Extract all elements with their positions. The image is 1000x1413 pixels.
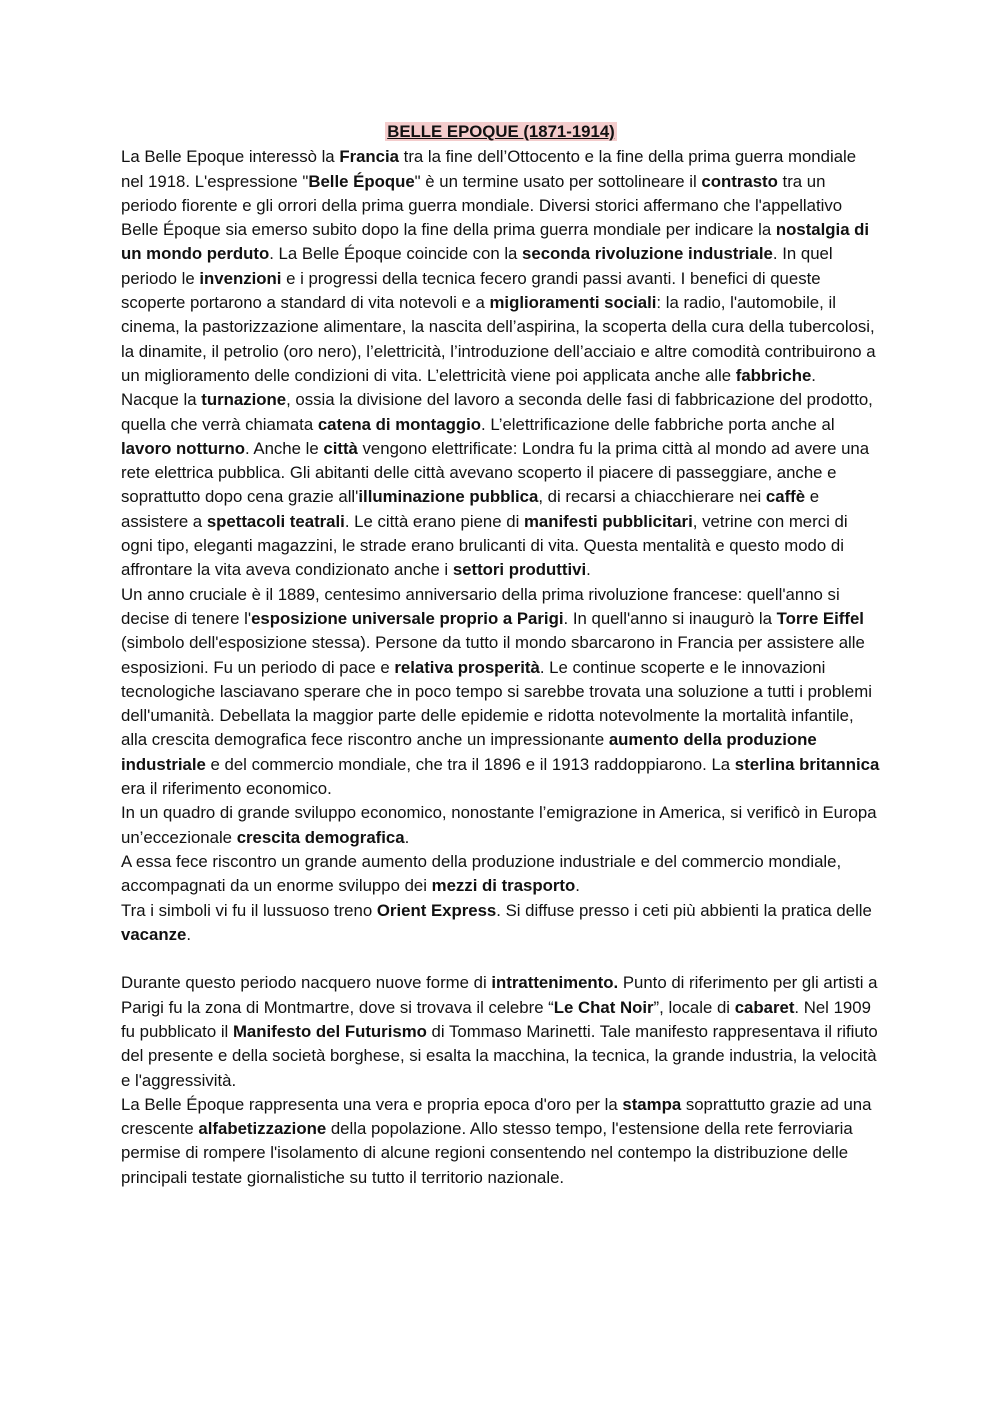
paragraph bbox=[121, 145, 881, 388]
text-run: e i progressi della tecnica fecero grandi passi avanti. I benefici di queste scoperte portarono a standard di vita notevoli e a bbox=[121, 268, 821, 313]
bold-text: Belle Époque bbox=[308, 171, 415, 191]
bold-text: lavoro notturno bbox=[121, 438, 245, 458]
bold-text: Francia bbox=[339, 147, 400, 167]
text-run: Punto di riferimento per gli artisti a Parigi fu la zona di Montmartre, dove si trovava il celebre “ bbox=[121, 973, 878, 1017]
bold-text: settori produttivi bbox=[452, 560, 587, 580]
bold-text: esposizione universale proprio a Parigi bbox=[251, 608, 564, 628]
text-run: tra la fine dell’Ottocento e la fine della prima guerra mondiale nel 1918. L'espressione " bbox=[121, 147, 857, 191]
bold-text: Orient Express bbox=[376, 900, 497, 920]
text-run: ”, locale di bbox=[653, 997, 735, 1017]
bold-text: Le Chat Noir bbox=[553, 997, 654, 1017]
text-run: La Belle Epoque interessò la bbox=[121, 147, 340, 167]
bold-text: catena di montaggio bbox=[317, 414, 481, 434]
text-run: della popolazione. Allo stesso tempo, l'estensione della rete ferroviaria permise di rompere l'isolamento di alcune regioni consentendo nel contempo la distribuzione delle principali testate giornalistiche su tutto il territorio nazionale. bbox=[121, 1119, 853, 1187]
text-run: tra un periodo fiorente e gli orrori della prima guerra mondiale. Diversi storici affermano che l'appellativo Belle Époque sia emerso subito dopo la fine della prima guerra mondiale per indicare la bbox=[121, 171, 843, 240]
paragraph bbox=[121, 1093, 881, 1190]
text-run: . Le continue scoperte e le innovazioni tecnologiche lasciavano sperare che in poco tempo si sarebbe trovata una soluzione a tutti i problemi dell'umanità. Debellata la maggior parte delle epidemie e ridotta notevolmente la mortalità infantile, alla crescita demografica fece riscontro anche un impressionante bbox=[121, 657, 872, 750]
text-run: , di recarsi a chiacchierare nei bbox=[538, 487, 766, 507]
bold-text: manifesti pubblicitari bbox=[523, 511, 693, 531]
text-run: . Si diffuse presso i ceti più abbienti la pratica delle bbox=[496, 900, 872, 920]
text-run: . bbox=[811, 365, 816, 385]
document-body bbox=[121, 145, 881, 1190]
bold-text: cabaret bbox=[734, 997, 795, 1017]
bold-text: spettacoli teatrali bbox=[206, 511, 345, 531]
text-run: . bbox=[586, 560, 591, 580]
bold-text: miglioramenti sociali bbox=[489, 293, 657, 313]
text-run: La Belle Époque rappresenta una vera e propria epoca d'oro per la bbox=[121, 1094, 623, 1114]
text-run: . L’elettrificazione delle fabbriche porta anche al bbox=[481, 414, 835, 434]
text-run: . Nel 1909 fu pubblicato il bbox=[121, 997, 871, 1041]
bold-text: Torre Eiffel bbox=[776, 608, 864, 628]
text-run: In un quadro di grande sviluppo economico, nonostante l’emigrazione in America, si verificò in Europa un’eccezionale bbox=[121, 803, 877, 847]
paragraph bbox=[121, 801, 881, 850]
bold-text: seconda rivoluzione industriale bbox=[522, 244, 773, 264]
bold-text: crescita demografica bbox=[236, 827, 405, 847]
bold-text: invenzioni bbox=[199, 268, 282, 288]
text-run: era il riferimento economico. bbox=[121, 779, 332, 799]
paragraph bbox=[121, 971, 881, 1092]
bold-text: fabbriche bbox=[735, 365, 812, 385]
text-run: " è un termine usato per sottolineare il bbox=[414, 171, 702, 191]
text-run: di Tommaso Marinetti. Tale manifesto rappresentava il rifiuto del presente e della società borghese, si esalta la macchina, la tecnica, la grande industria, la velocità e l'aggressività. bbox=[121, 1021, 878, 1090]
text-run: Tra i simboli vi fu il lussuoso treno bbox=[121, 900, 377, 920]
bold-text: aumento della produzione industriale bbox=[121, 730, 817, 774]
bold-text: relativa prosperità bbox=[394, 657, 540, 677]
text-run: vengono elettrificate: Londra fu la prima città al mondo ad avere una rete elettrica pubblica. Gli abitanti delle città avevano scoperto il piacere di passeggiare, anche e soprattutto dopo cena grazie all' bbox=[121, 438, 870, 507]
bold-text: caffè bbox=[765, 487, 806, 507]
bold-text: illuminazione pubblica bbox=[358, 487, 539, 507]
text-run: . In quell'anno si inaugurò la bbox=[563, 608, 777, 628]
title-row bbox=[121, 120, 881, 144]
text-run: . Le città erano piene di bbox=[344, 511, 524, 531]
document-title: BELLE EPOQUE (1871-1914) bbox=[387, 122, 615, 141]
paragraph-spacer bbox=[121, 947, 881, 971]
text-run: Nacque la bbox=[121, 390, 202, 410]
bold-text: stampa bbox=[622, 1094, 682, 1114]
bold-text: vacanze bbox=[121, 924, 187, 944]
bold-text: città bbox=[323, 438, 358, 458]
bold-text: nostalgia di un mondo perduto bbox=[121, 220, 870, 264]
bold-text: intrattenimento. bbox=[491, 973, 619, 993]
text-run: . La Belle Époque coincide con la bbox=[269, 244, 523, 264]
bold-text: Manifesto del Futurismo bbox=[232, 1021, 427, 1041]
paragraph bbox=[121, 388, 881, 582]
paragraph bbox=[121, 583, 881, 802]
text-run: . Anche le bbox=[244, 438, 324, 458]
bold-text: contrasto bbox=[701, 171, 778, 191]
text-run: A essa fece riscontro un grande aumento della produzione industriale e del commercio mondiale, accompagnati da un enorme sviluppo dei bbox=[121, 851, 842, 896]
text-run: e del commercio mondiale, che tra il 1896 e il 1913 raddoppiarono. La bbox=[205, 754, 735, 774]
text-run: (simbolo dell'esposizione stessa). Persone da tutto il mondo sbarcarono in Francia per assistere alle esposizioni. Fu un periodo di pace e bbox=[121, 633, 865, 677]
text-run: e assistere a bbox=[121, 487, 820, 531]
bold-text: alfabetizzazione bbox=[198, 1119, 327, 1139]
text-run: , vetrine con merci di ogni tipo, eleganti magazzini, le strade erano brulicanti di vita. Questa mentalità e questo modo di affrontare la vita aveva condizionato anche i bbox=[121, 511, 848, 580]
paragraph bbox=[121, 899, 881, 948]
document-page bbox=[121, 120, 881, 1190]
text-run: Un anno cruciale è il 1889, centesimo anniversario della prima rivoluzione francese: quell'anno si decise di tenere l' bbox=[121, 584, 840, 628]
text-run: . bbox=[575, 876, 580, 896]
text-run: . bbox=[404, 827, 410, 847]
bold-text: mezzi di trasporto bbox=[431, 876, 576, 896]
text-run: Durante questo periodo nacquero nuove forme di bbox=[121, 973, 492, 993]
paragraph bbox=[121, 850, 881, 899]
text-run: , ossia la divisione del lavoro a seconda delle fasi di fabbricazione del prodotto, quella che verrà chiamata bbox=[121, 390, 873, 434]
text-run: . In quel periodo le bbox=[121, 244, 833, 288]
bold-text: sterlina britannica bbox=[734, 754, 880, 774]
text-run: soprattutto grazie ad una crescente bbox=[121, 1094, 872, 1139]
text-run: : la radio, l'automobile, il cinema, la pastorizzazione alimentare, la nascita dell’aspirina, la scoperta della cura della tubercolosi, la dinamite, il petrolio (oro nero), l’elettricità, l’introduzione dell’acciaio e altre comodità contribuirono a un miglioramento delle condizioni di vita. L’elettricità viene poi applicata anche alle bbox=[121, 293, 876, 385]
bold-text: turnazione bbox=[201, 390, 287, 410]
text-run: . bbox=[186, 924, 191, 944]
